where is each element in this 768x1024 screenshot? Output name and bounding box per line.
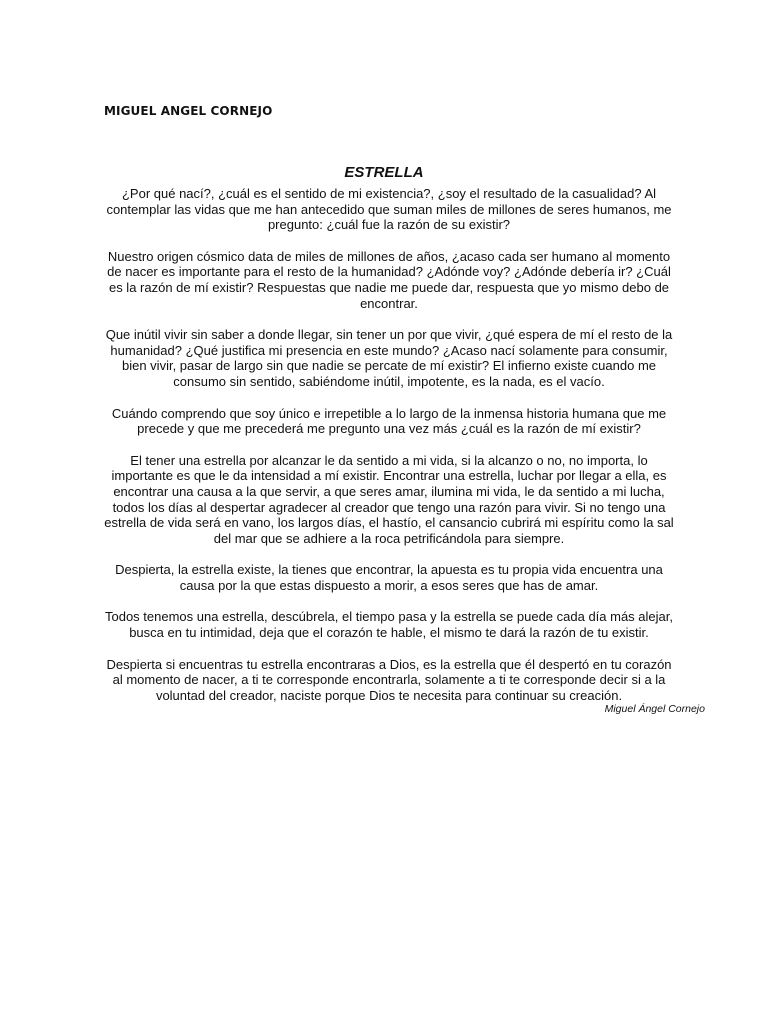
paragraph: Que inútil vivir sin saber a donde llegar, sin tener un por que vivir, ¿qué espera de mí el resto de la humanidad? ¿Qué justifica mi presencia en este mundo? ¿Acaso nací solamente para consumir, bien vivir, pasar de largo sin que nadie se percate de mí existir? El infierno existe cuando me consumo sin sentido, sabiéndome inútil, impotente, es la nada, es el vacío. (105, 327, 673, 389)
paragraph: Despierta, la estrella existe, la tienes que encontrar, la apuesta es tu propia vida encuentra una causa por la que estas dispuesto a morir, a esos seres que has de amar. (115, 562, 663, 593)
document-title: ESTRELLA (344, 164, 424, 181)
paragraph: ¿Por qué nací?, ¿cuál es el sentido de mi existencia?, ¿soy el resultado de la casualidad? Al contemplar las vidas que me han antecedido que suman miles de millones de seres humanos, me pregunto: ¿cuál fue la razón de su existir? (106, 186, 672, 233)
author-heading: MIGUEL ANGEL CORNEJO (104, 104, 273, 118)
paragraph: Despierta si encuentras tu estrella encontraras a Dios, es la estrella que él despertó en tu corazón al momento de nacer, a ti te corresponde encontrarla, solamente a ti te corresponde decir si a la voluntad del creador, naciste porque Dios te necesita para continuar su creación. (106, 656, 672, 703)
paragraph: Cuándo comprendo que soy único e irrepetible a lo largo de la inmensa historia humana que me precede y que me precederá me pregunto una vez más ¿cuál es la razón de mí existir? (111, 405, 667, 437)
signature: Miguel Ángel Cornejo (604, 703, 705, 715)
paragraph: El tener una estrella por alcanzar le da sentido a mi vida, si la alcanzo o no, no importa, lo importante es que le da intensidad a mí existir. Encontrar una estrella, luchar por llegar a ella, es encontrar una causa a la que servir, a que seres amar, ilumina mi vida, le da sentido a mi lucha, todos los días al despertar agradecer al creador que tengo una razón para vivir. Si no tengo una estrella de vida será en vano, los largos días, el hastío, el cansancio cubrirá mi espíritu como la sal del mar que se adhiere a la roca petrificándola para siempre. (104, 452, 674, 546)
paragraph: Todos tenemos una estrella, descúbrela, el tiempo pasa y la estrella se puede cada día más alejar, busca en tu intimidad, deja que el corazón te hable, el mismo te dará la razón de tu existir. (104, 609, 673, 641)
document-body (100, 186, 678, 719)
paragraph: Nuestro origen cósmico data de miles de millones de años, ¿acaso cada ser humano al momento de nacer es importante para el resto de la humanidad? ¿Adónde voy? ¿Adónde debería ir? ¿Cuál es la razón de mí existir? Respuestas que nadie me puede dar, respuesta que yo mismo debo de encontrar. (107, 248, 671, 311)
